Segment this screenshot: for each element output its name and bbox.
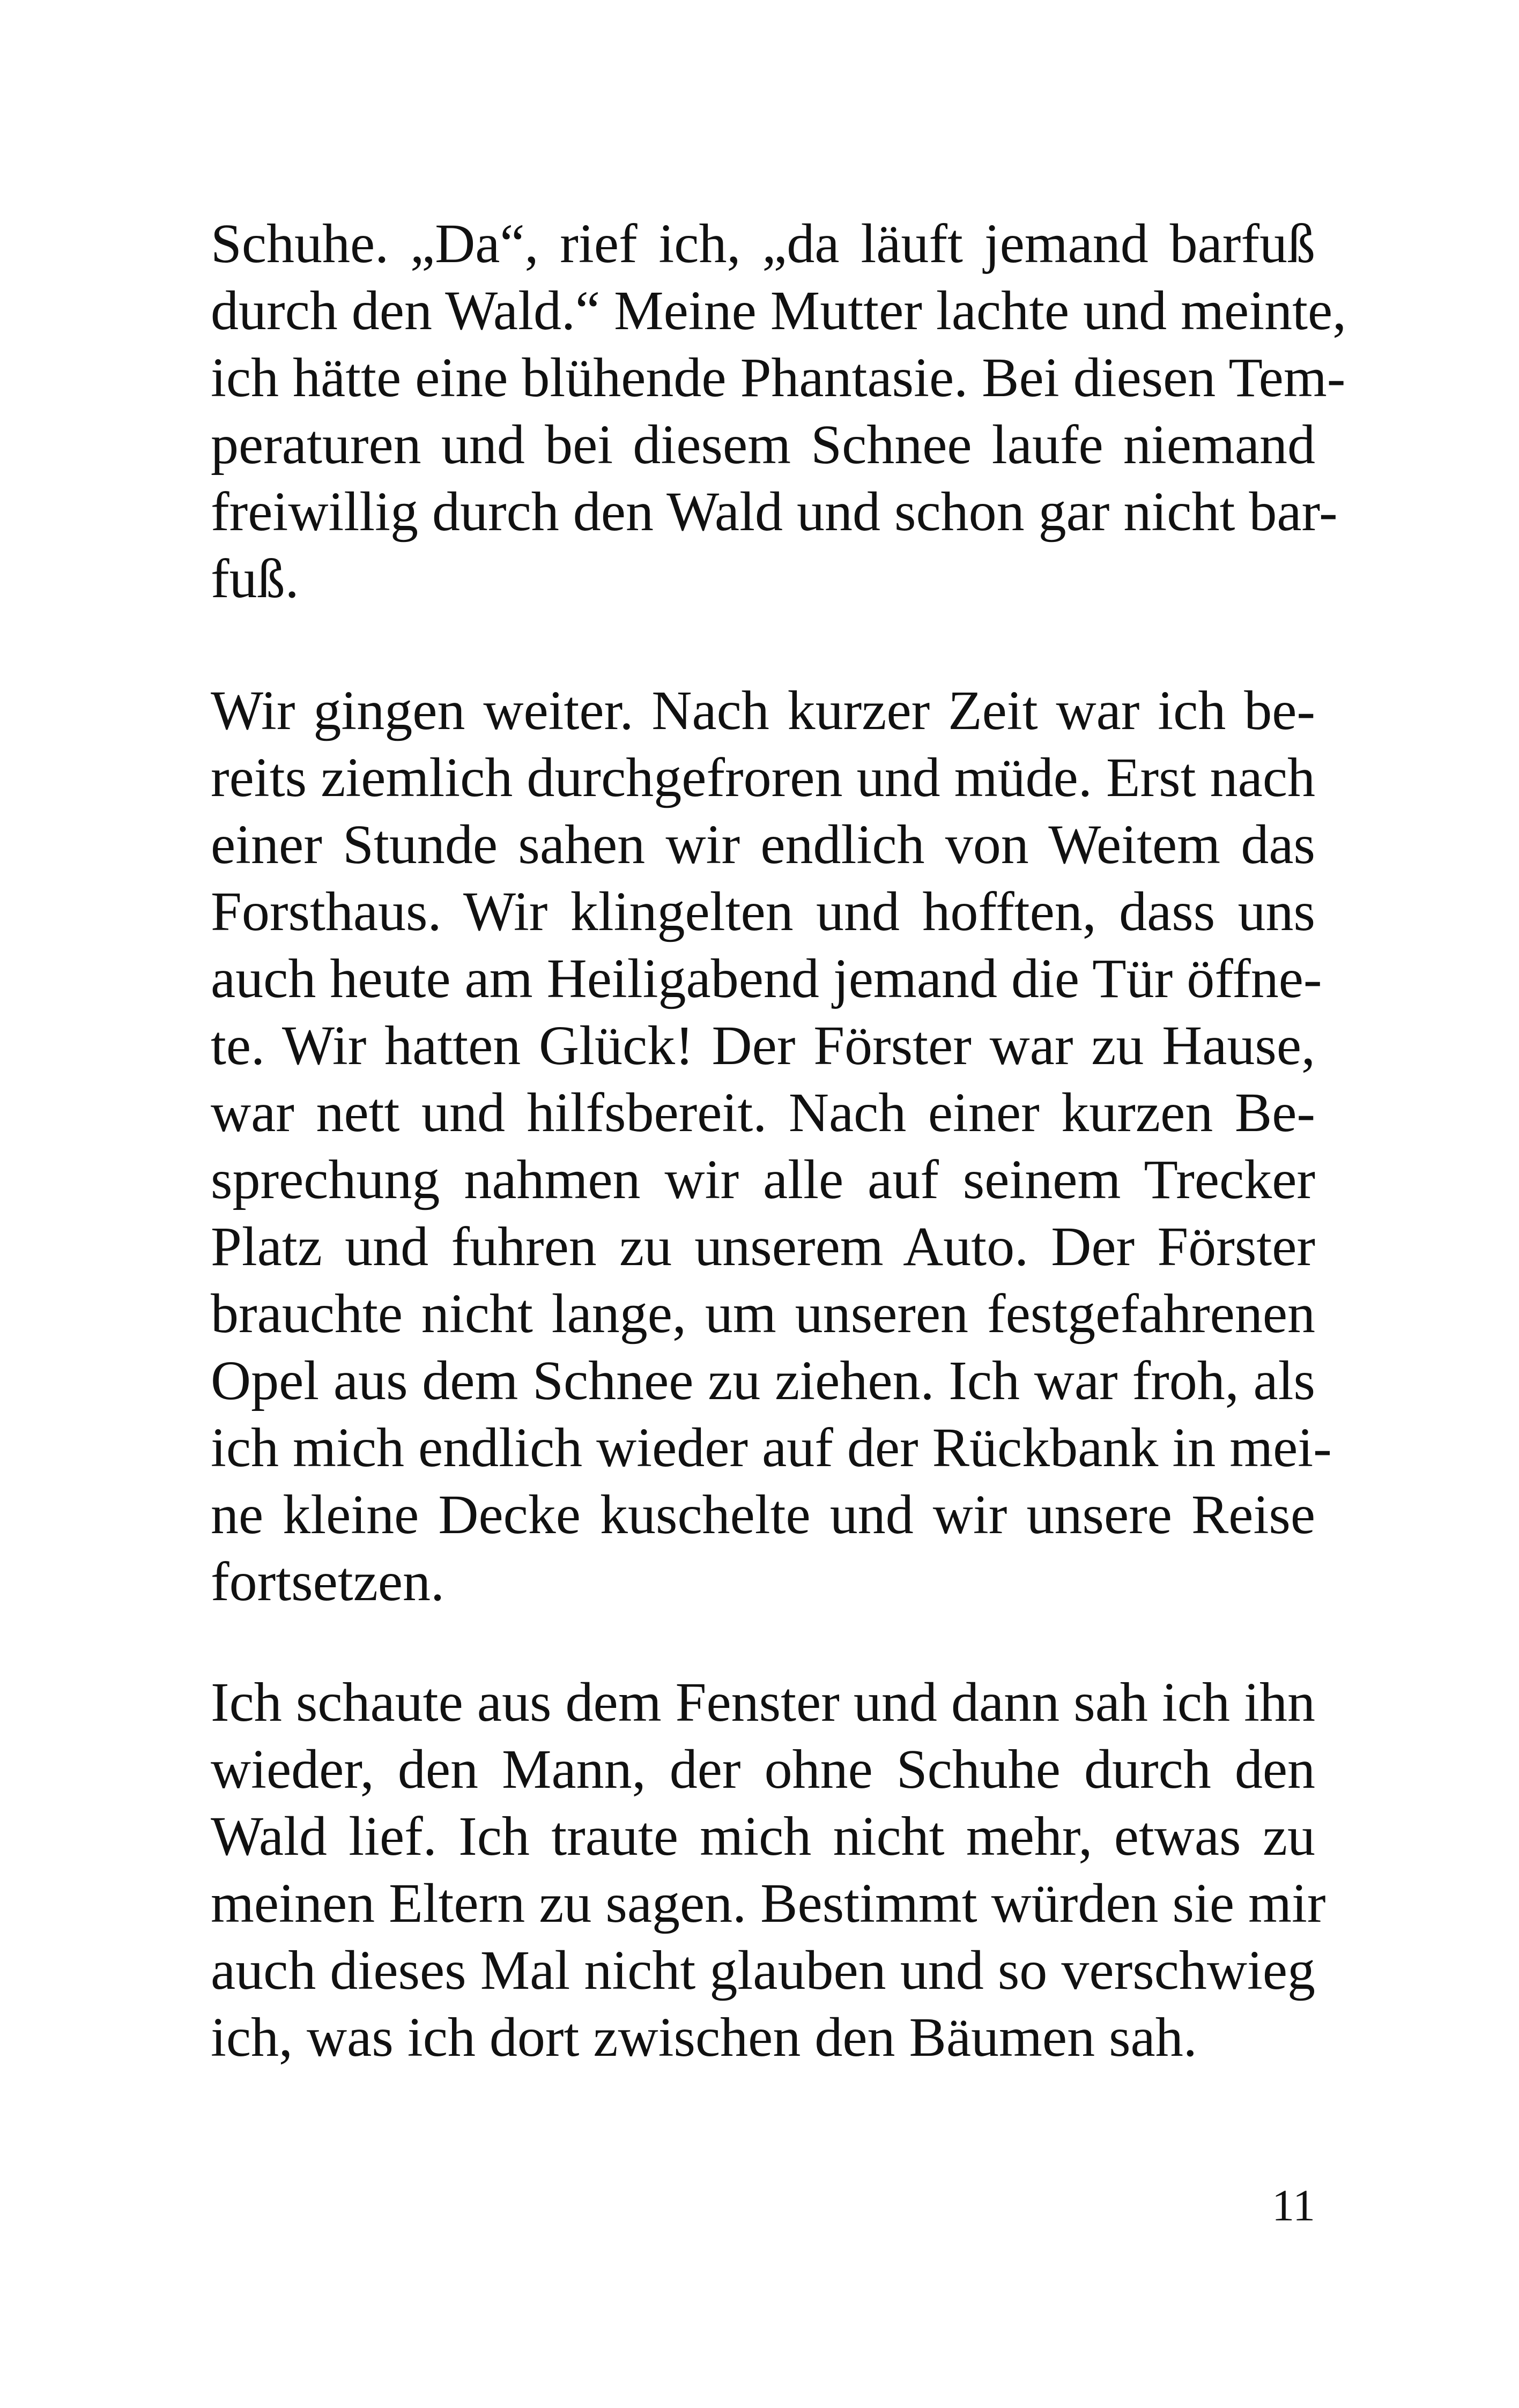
text-line: ich hätte eine blühende Phantasie. Bei diesen Tem- bbox=[211, 347, 1346, 408]
text-line: brauchte nicht lange, um unseren festgefahrenen bbox=[211, 1283, 1315, 1344]
text-line: te. Wir hatten Glück! Der Förster war zu Hause, bbox=[211, 1015, 1315, 1076]
text-line: fortsetzen. bbox=[211, 1551, 445, 1612]
text-line: durch den Wald.“ Meine Mutter lachte und meinte, bbox=[211, 280, 1347, 341]
text-line: auch heute am Heiligabend jemand die Tür öffne- bbox=[211, 948, 1322, 1009]
text-line: fuß. bbox=[211, 548, 299, 610]
text-line: Wir gingen weiter. Nach kurzer Zeit war ich be- bbox=[211, 680, 1315, 741]
text-line: sprechung nahmen wir alle auf seinem Trecker bbox=[211, 1149, 1315, 1210]
text-line: reits ziemlich durchgefroren und müde. Erst nach bbox=[211, 747, 1315, 808]
text-line: ich, was ich dort zwischen den Bäumen sah. bbox=[211, 2006, 1197, 2068]
text-line: Forsthaus. Wir klingelten und hofften, dass uns bbox=[211, 881, 1315, 942]
page-number: 11 bbox=[1272, 2181, 1315, 2231]
text-line: Schuhe. „Da“, rief ich, „da läuft jemand barfuß bbox=[211, 213, 1315, 274]
text-line: meinen Eltern zu sagen. Bestimmt würden sie mir bbox=[211, 1872, 1326, 1934]
text-line: Wald lief. Ich traute mich nicht mehr, etwas zu bbox=[211, 1805, 1315, 1867]
text-line: Platz und fuhren zu unserem Auto. Der Förster bbox=[211, 1216, 1315, 1277]
text-line: freiwillig durch den Wald und schon gar nicht bar- bbox=[211, 481, 1338, 542]
text-line: auch dieses Mal nicht glauben und so verschwieg bbox=[211, 1939, 1315, 2001]
text-line: war nett und hilfsbereit. Nach einer kurzen Be- bbox=[211, 1082, 1315, 1143]
text-line: ich mich endlich wieder auf der Rückbank in mei- bbox=[211, 1417, 1332, 1478]
text-line: einer Stunde sahen wir endlich von Weitem das bbox=[211, 814, 1315, 875]
text-line: ne kleine Decke kuschelte und wir unsere Reise bbox=[211, 1484, 1315, 1545]
paragraph-2 bbox=[211, 677, 1332, 1615]
text-line: Opel aus dem Schnee zu ziehen. Ich war froh, als bbox=[211, 1350, 1315, 1411]
text-line: wieder, den Mann, der ohne Schuhe durch den bbox=[211, 1738, 1315, 1800]
paragraph-3 bbox=[211, 1669, 1326, 2071]
paragraph-1 bbox=[211, 210, 1347, 612]
text-line: Ich schaute aus dem Fenster und dann sah ich ihn bbox=[211, 1671, 1315, 1733]
text-line: peraturen und bei diesem Schnee laufe niemand bbox=[211, 414, 1315, 475]
